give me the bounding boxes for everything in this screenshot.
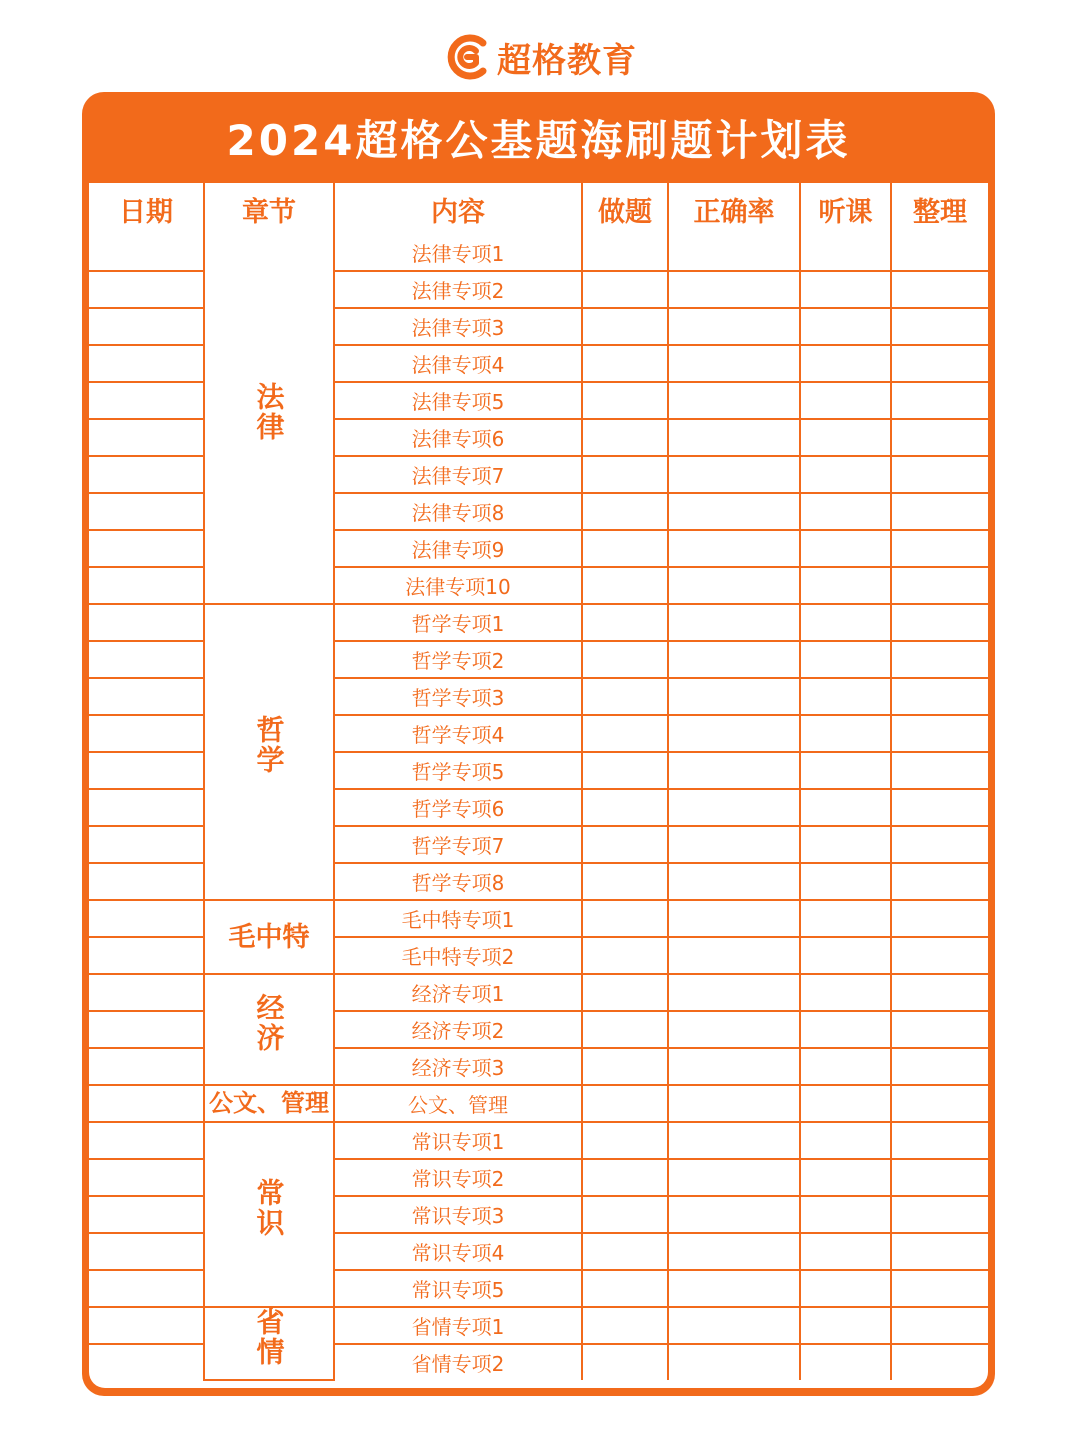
page-title: 2024超格公基题海刷题计划表	[226, 116, 851, 165]
table-row	[89, 1307, 988, 1344]
content-cell: 常识专项5	[334, 1270, 582, 1307]
accuracy-cell[interactable]	[668, 1344, 800, 1380]
practice-cell[interactable]	[582, 974, 668, 1011]
lecture-cell[interactable]	[800, 604, 891, 641]
table-row	[89, 900, 988, 937]
review-cell[interactable]	[891, 974, 988, 1011]
date-cell[interactable]	[89, 604, 204, 641]
review-cell[interactable]	[891, 1270, 988, 1307]
header-practice: 做题	[582, 183, 668, 235]
date-cell[interactable]	[89, 271, 204, 308]
lecture-cell[interactable]	[800, 235, 891, 271]
content-cell: 哲学专项2	[334, 641, 582, 678]
accuracy-cell[interactable]	[668, 1307, 800, 1344]
date-cell[interactable]	[89, 1270, 204, 1307]
date-cell[interactable]	[89, 1085, 204, 1122]
chapter-cell: 公文、管理	[204, 1085, 334, 1122]
chapter-cell	[204, 1307, 334, 1380]
content-cell: 法律专项7	[334, 456, 582, 493]
review-cell[interactable]	[891, 1159, 988, 1196]
chapter-label: 经济	[252, 992, 286, 1053]
accuracy-cell[interactable]	[668, 1196, 800, 1233]
lecture-cell[interactable]	[800, 1159, 891, 1196]
content-cell: 法律专项10	[334, 567, 582, 604]
lecture-cell[interactable]	[800, 1196, 891, 1233]
accuracy-cell[interactable]	[668, 1011, 800, 1048]
date-cell[interactable]	[89, 530, 204, 567]
date-cell[interactable]	[89, 863, 204, 900]
content-cell: 公文、管理	[334, 1085, 582, 1122]
date-cell[interactable]	[89, 974, 204, 1011]
table-row	[89, 235, 988, 271]
header-chapter: 章节	[204, 183, 334, 235]
accuracy-cell[interactable]	[668, 789, 800, 826]
content-cell: 法律专项8	[334, 493, 582, 530]
accuracy-cell[interactable]	[668, 456, 800, 493]
date-cell[interactable]	[89, 937, 204, 974]
lecture-cell[interactable]	[800, 493, 891, 530]
date-cell[interactable]	[89, 641, 204, 678]
review-cell[interactable]	[891, 900, 988, 937]
accuracy-cell[interactable]	[668, 641, 800, 678]
lecture-cell[interactable]	[800, 308, 891, 345]
header-content: 内容	[334, 183, 582, 235]
accuracy-cell[interactable]	[668, 493, 800, 530]
date-cell[interactable]	[89, 1196, 204, 1233]
review-cell[interactable]	[891, 752, 988, 789]
lecture-cell[interactable]	[800, 456, 891, 493]
review-cell[interactable]	[891, 1196, 988, 1233]
lecture-cell[interactable]	[800, 271, 891, 308]
content-cell: 省情专项2	[334, 1344, 582, 1380]
content-cell: 哲学专项3	[334, 678, 582, 715]
date-cell[interactable]	[89, 826, 204, 863]
lecture-cell[interactable]	[800, 345, 891, 382]
practice-cell[interactable]	[582, 1048, 668, 1085]
header-date: 日期	[89, 183, 204, 235]
header-lecture: 听课	[800, 183, 891, 235]
chapter-label: 法律	[252, 382, 286, 442]
brand-logo	[0, 34, 1080, 80]
practice-cell[interactable]	[582, 937, 668, 974]
review-cell[interactable]	[891, 1344, 988, 1380]
content-cell: 经济专项1	[334, 974, 582, 1011]
review-cell[interactable]	[891, 530, 988, 567]
review-cell[interactable]	[891, 937, 988, 974]
lecture-cell[interactable]	[800, 567, 891, 604]
lecture-cell[interactable]	[800, 1048, 891, 1085]
accuracy-cell[interactable]	[668, 345, 800, 382]
practice-cell[interactable]	[582, 789, 668, 826]
practice-cell[interactable]	[582, 1344, 668, 1380]
accuracy-cell[interactable]	[668, 678, 800, 715]
date-cell[interactable]	[89, 715, 204, 752]
chapter-cell	[204, 1122, 334, 1307]
lecture-cell[interactable]	[800, 1011, 891, 1048]
lecture-cell[interactable]	[800, 715, 891, 752]
accuracy-cell[interactable]	[668, 1048, 800, 1085]
lecture-cell[interactable]	[800, 1122, 891, 1159]
practice-cell[interactable]	[582, 900, 668, 937]
review-cell[interactable]	[891, 1011, 988, 1048]
practice-cell[interactable]	[582, 493, 668, 530]
practice-cell[interactable]	[582, 863, 668, 900]
lecture-cell[interactable]	[800, 974, 891, 1011]
review-cell[interactable]	[891, 789, 988, 826]
lecture-cell[interactable]	[800, 1344, 891, 1380]
review-cell[interactable]	[891, 604, 988, 641]
date-cell[interactable]	[89, 900, 204, 937]
date-cell[interactable]	[89, 752, 204, 789]
lecture-cell[interactable]	[800, 641, 891, 678]
date-cell[interactable]	[89, 1122, 204, 1159]
date-cell[interactable]	[89, 456, 204, 493]
content-cell: 法律专项6	[334, 419, 582, 456]
accuracy-cell[interactable]	[668, 1085, 800, 1122]
practice-cell[interactable]	[582, 1270, 668, 1307]
chapter-cell	[204, 974, 334, 1085]
practice-cell[interactable]	[582, 1122, 668, 1159]
practice-cell[interactable]	[582, 1196, 668, 1233]
review-cell[interactable]	[891, 493, 988, 530]
header-row	[89, 183, 988, 235]
practice-cell[interactable]	[582, 271, 668, 308]
lecture-cell[interactable]	[800, 1085, 891, 1122]
content-cell: 哲学专项6	[334, 789, 582, 826]
practice-cell[interactable]	[582, 1085, 668, 1122]
content-cell: 法律专项9	[334, 530, 582, 567]
content-cell: 法律专项4	[334, 345, 582, 382]
content-cell: 哲学专项8	[334, 863, 582, 900]
date-cell[interactable]	[89, 789, 204, 826]
lecture-cell[interactable]	[800, 530, 891, 567]
practice-cell[interactable]	[582, 530, 668, 567]
chapter-cell	[204, 604, 334, 900]
date-cell[interactable]	[89, 678, 204, 715]
table-row	[89, 974, 988, 1011]
review-cell[interactable]	[891, 567, 988, 604]
date-cell[interactable]	[89, 1048, 204, 1085]
practice-cell[interactable]	[582, 715, 668, 752]
accuracy-cell[interactable]	[668, 900, 800, 937]
review-cell[interactable]	[891, 1307, 988, 1344]
date-cell[interactable]	[89, 308, 204, 345]
accuracy-cell[interactable]	[668, 235, 800, 271]
practice-cell[interactable]	[582, 641, 668, 678]
review-cell[interactable]	[891, 382, 988, 419]
date-cell[interactable]	[89, 1011, 204, 1048]
content-cell: 哲学专项7	[334, 826, 582, 863]
lecture-cell[interactable]	[800, 900, 891, 937]
content-cell: 经济专项3	[334, 1048, 582, 1085]
accuracy-cell[interactable]	[668, 863, 800, 900]
review-cell[interactable]	[891, 1233, 988, 1270]
accuracy-cell[interactable]	[668, 1233, 800, 1270]
lecture-cell[interactable]	[800, 826, 891, 863]
content-cell: 常识专项1	[334, 1122, 582, 1159]
date-cell[interactable]	[89, 493, 204, 530]
practice-cell[interactable]	[582, 456, 668, 493]
review-cell[interactable]	[891, 419, 988, 456]
table-row	[89, 1085, 988, 1122]
review-cell[interactable]	[891, 715, 988, 752]
plan-body	[89, 235, 988, 1380]
content-cell: 法律专项3	[334, 308, 582, 345]
lecture-cell[interactable]	[800, 752, 891, 789]
practice-cell[interactable]	[582, 235, 668, 271]
review-cell[interactable]	[891, 1048, 988, 1085]
practice-cell[interactable]	[582, 308, 668, 345]
content-cell: 常识专项3	[334, 1196, 582, 1233]
chapter-cell	[204, 235, 334, 604]
review-cell[interactable]	[891, 863, 988, 900]
date-cell[interactable]	[89, 419, 204, 456]
practice-cell[interactable]	[582, 678, 668, 715]
review-cell[interactable]	[891, 235, 988, 271]
practice-cell[interactable]	[582, 826, 668, 863]
practice-cell[interactable]	[582, 419, 668, 456]
content-cell: 哲学专项1	[334, 604, 582, 641]
accuracy-cell[interactable]	[668, 1159, 800, 1196]
content-cell: 常识专项2	[334, 1159, 582, 1196]
review-cell[interactable]	[891, 1085, 988, 1122]
accuracy-cell[interactable]	[668, 974, 800, 1011]
plan-sheet	[89, 183, 988, 1388]
review-cell[interactable]	[891, 456, 988, 493]
accuracy-cell[interactable]	[668, 604, 800, 641]
review-cell[interactable]	[891, 308, 988, 345]
accuracy-cell[interactable]	[668, 271, 800, 308]
content-cell: 法律专项5	[334, 382, 582, 419]
lecture-cell[interactable]	[800, 863, 891, 900]
lecture-cell[interactable]	[800, 1233, 891, 1270]
accuracy-cell[interactable]	[668, 937, 800, 974]
practice-cell[interactable]	[582, 345, 668, 382]
content-cell: 常识专项4	[334, 1233, 582, 1270]
content-cell: 毛中特专项2	[334, 937, 582, 974]
lecture-cell[interactable]	[800, 419, 891, 456]
practice-cell[interactable]	[582, 1233, 668, 1270]
content-cell: 法律专项1	[334, 235, 582, 271]
review-cell[interactable]	[891, 345, 988, 382]
date-cell[interactable]	[89, 567, 204, 604]
lecture-cell[interactable]	[800, 1270, 891, 1307]
review-cell[interactable]	[891, 1122, 988, 1159]
review-cell[interactable]	[891, 271, 988, 308]
header-accuracy: 正确率	[668, 183, 800, 235]
practice-cell[interactable]	[582, 567, 668, 604]
content-cell: 经济专项2	[334, 1011, 582, 1048]
chapter-cell: 毛中特	[204, 900, 334, 974]
accuracy-cell[interactable]	[668, 382, 800, 419]
chapter-label: 常识	[252, 1177, 286, 1238]
date-cell[interactable]	[89, 1344, 204, 1380]
content-cell: 法律专项2	[334, 271, 582, 308]
content-cell: 哲学专项4	[334, 715, 582, 752]
header-review: 整理	[891, 183, 988, 235]
accuracy-cell[interactable]	[668, 715, 800, 752]
practice-cell[interactable]	[582, 1307, 668, 1344]
accuracy-cell[interactable]	[668, 1270, 800, 1307]
date-cell[interactable]	[89, 345, 204, 382]
accuracy-cell[interactable]	[668, 530, 800, 567]
lecture-cell[interactable]	[800, 382, 891, 419]
accuracy-cell[interactable]	[668, 826, 800, 863]
lecture-cell[interactable]	[800, 1307, 891, 1344]
accuracy-cell[interactable]	[668, 419, 800, 456]
content-cell: 哲学专项5	[334, 752, 582, 789]
accuracy-cell[interactable]	[668, 567, 800, 604]
content-cell: 省情专项1	[334, 1307, 582, 1344]
chapter-label: 省情	[252, 1306, 286, 1367]
brand-name: 超格教育	[497, 40, 637, 81]
plan-table	[89, 183, 988, 1381]
lecture-cell[interactable]	[800, 678, 891, 715]
table-row	[89, 604, 988, 641]
plan-table-frame	[82, 92, 995, 1396]
chapter-label: 哲学	[252, 715, 286, 775]
accuracy-cell[interactable]	[668, 1122, 800, 1159]
lecture-cell[interactable]	[800, 937, 891, 974]
date-cell[interactable]	[89, 382, 204, 419]
review-cell[interactable]	[891, 826, 988, 863]
practice-cell[interactable]	[582, 1011, 668, 1048]
content-cell: 毛中特专项1	[334, 900, 582, 937]
review-cell[interactable]	[891, 641, 988, 678]
accuracy-cell[interactable]	[668, 308, 800, 345]
review-cell[interactable]	[891, 678, 988, 715]
practice-cell[interactable]	[582, 604, 668, 641]
lecture-cell[interactable]	[800, 789, 891, 826]
accuracy-cell[interactable]	[668, 752, 800, 789]
practice-cell[interactable]	[582, 1159, 668, 1196]
brand-logo-icon	[443, 34, 491, 80]
date-cell[interactable]	[89, 1233, 204, 1270]
date-cell[interactable]	[89, 1159, 204, 1196]
practice-cell[interactable]	[582, 752, 668, 789]
table-row	[89, 1122, 988, 1159]
date-cell[interactable]	[89, 1307, 204, 1344]
date-cell[interactable]	[89, 235, 204, 271]
practice-cell[interactable]	[582, 382, 668, 419]
